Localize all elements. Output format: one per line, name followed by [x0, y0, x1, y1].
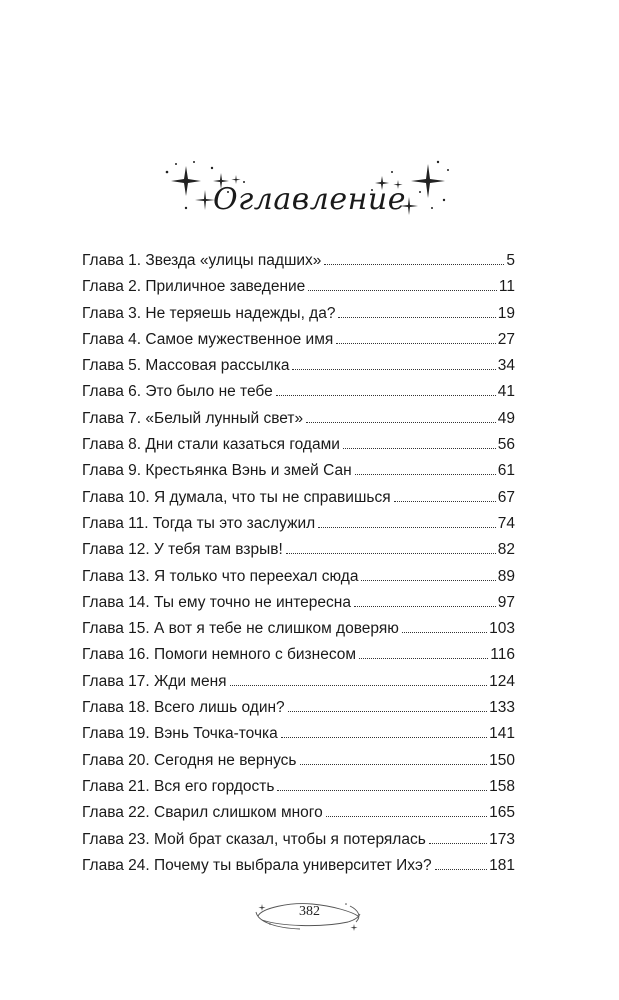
toc-entry-page-number: 19	[497, 304, 515, 322]
toc-entry-title: Глава 13. Я только что переехал сюда	[82, 567, 359, 585]
dot-leader	[276, 395, 496, 396]
toc-entry[interactable]	[82, 274, 515, 300]
toc-entry[interactable]	[82, 748, 515, 774]
dot-leader	[324, 264, 504, 265]
toc-entry[interactable]	[82, 537, 515, 563]
dot-leader	[286, 553, 496, 554]
dot-leader	[288, 711, 487, 712]
toc-entry[interactable]	[82, 564, 515, 590]
toc-entry-page-number: 5	[506, 252, 515, 269]
toc-entry-title: Глава 11. Тогда ты это заслужил	[82, 514, 316, 532]
toc-entry-title: Глава 7. «Белый лунный свет»	[82, 409, 304, 427]
toc-entry-page-number: 11	[498, 278, 515, 296]
toc-entry[interactable]	[82, 458, 515, 484]
toc-entry-page-number: 82	[497, 541, 515, 559]
dot-leader	[343, 448, 496, 449]
table-of-contents	[82, 248, 515, 879]
toc-entry-page-number: 97	[497, 593, 515, 611]
toc-entry-title: Глава 5. Массовая рассылка	[82, 357, 290, 375]
dot-leader	[318, 527, 496, 528]
toc-entry[interactable]	[82, 695, 515, 721]
toc-entry-title: Глава 15. А вот я тебе не слишком доверяю	[82, 620, 399, 638]
toc-entry-page-number: 27	[497, 330, 515, 348]
toc-entry[interactable]	[82, 853, 515, 879]
contents-heading: Оглавление	[213, 182, 406, 217]
toc-entry-page-number: 158	[489, 777, 515, 795]
toc-entry[interactable]	[82, 721, 515, 747]
toc-entry-title: Глава 4. Самое мужественное имя	[82, 330, 334, 348]
toc-entry[interactable]	[82, 774, 515, 800]
toc-entry[interactable]	[82, 406, 515, 432]
toc-entry-title: Глава 19. Вэнь Точка-точка	[82, 725, 278, 743]
toc-entry[interactable]	[82, 827, 515, 853]
toc-entry[interactable]	[82, 590, 515, 616]
toc-entry[interactable]	[82, 616, 515, 642]
toc-entry-title: Глава 24. Почему ты выбрала университет Ихэ?	[82, 856, 432, 874]
toc-entry-page-number: 181	[489, 856, 515, 874]
dot-leader	[429, 843, 487, 844]
toc-entry-page-number: 103	[489, 620, 515, 638]
dot-leader	[394, 501, 496, 502]
toc-entry-page-number: 89	[497, 567, 515, 585]
toc-entry-title: Глава 18. Всего лишь один?	[82, 699, 285, 717]
toc-entry[interactable]	[82, 511, 515, 537]
toc-entry-title: Глава 20. Сегодня не вернусь	[82, 751, 297, 769]
toc-entry-page-number: 41	[497, 383, 515, 401]
dot-leader	[306, 422, 496, 423]
toc-entry-page-number: 61	[497, 462, 515, 480]
dot-leader	[300, 764, 488, 765]
toc-entry-title: Глава 8. Дни стали казаться годами	[82, 436, 340, 454]
dot-leader	[326, 816, 487, 817]
toc-entry-title: Глава 1. Звезда «улицы падших»	[82, 252, 322, 269]
toc-entry[interactable]	[82, 432, 515, 458]
toc-entry-title: Глава 2. Приличное заведение	[82, 278, 306, 296]
dot-leader	[230, 685, 488, 686]
toc-entry-title: Глава 14. Ты ему точно не интересна	[82, 593, 351, 611]
toc-entry[interactable]	[82, 353, 515, 379]
dot-leader	[281, 737, 487, 738]
toc-entry-title: Глава 6. Это было не тебе	[82, 383, 273, 401]
toc-entry[interactable]	[82, 327, 515, 353]
toc-entry-title: Глава 12. У тебя там взрыв!	[82, 541, 283, 559]
toc-entry-page-number: 133	[489, 699, 515, 717]
toc-entry-page-number: 74	[497, 514, 515, 532]
toc-entry-title: Глава 17. Жди меня	[82, 672, 227, 690]
toc-entry-page-number: 34	[497, 357, 515, 375]
dot-leader	[355, 474, 496, 475]
toc-entry[interactable]	[82, 379, 515, 405]
dot-leader	[292, 369, 495, 370]
toc-entry-page-number: 49	[497, 409, 515, 427]
toc-entry[interactable]	[82, 301, 515, 327]
toc-entry[interactable]	[82, 800, 515, 826]
dot-leader	[336, 343, 496, 344]
dot-leader	[277, 790, 487, 791]
dot-leader	[338, 317, 495, 318]
toc-entry-page-number: 67	[497, 488, 515, 506]
toc-entry-page-number: 165	[489, 804, 515, 822]
toc-entry-title: Глава 9. Крестьянка Вэнь и змей Сан	[82, 462, 352, 480]
toc-entry-page-number: 141	[489, 725, 515, 743]
dot-leader	[354, 606, 496, 607]
page-number: 382	[299, 904, 320, 919]
toc-entry[interactable]	[82, 642, 515, 668]
toc-entry-page-number: 173	[489, 830, 515, 848]
dot-leader	[308, 290, 497, 291]
toc-entry[interactable]	[82, 485, 515, 511]
toc-entry-page-number: 150	[489, 751, 515, 769]
toc-entry-page-number: 56	[497, 436, 515, 454]
toc-entry-title: Глава 16. Помоги немного с бизнесом	[82, 646, 357, 664]
toc-entry-page-number: 124	[489, 672, 515, 690]
toc-entry[interactable]	[82, 248, 515, 274]
toc-entry-title: Глава 10. Я думала, что ты не справишься	[82, 488, 391, 506]
toc-entry[interactable]	[82, 669, 515, 695]
dot-leader	[435, 869, 488, 870]
dot-leader	[361, 580, 495, 581]
dot-leader	[359, 658, 488, 659]
toc-entry-title: Глава 21. Вся его гордость	[82, 777, 275, 795]
dot-leader	[402, 632, 487, 633]
toc-entry-page-number: 116	[490, 646, 515, 664]
toc-entry-title: Глава 23. Мой брат сказал, чтобы я потерялась	[82, 830, 426, 848]
toc-entry-title: Глава 22. Сварил слишком много	[82, 804, 323, 822]
toc-entry-title: Глава 3. Не теряешь надежды, да?	[82, 304, 336, 322]
